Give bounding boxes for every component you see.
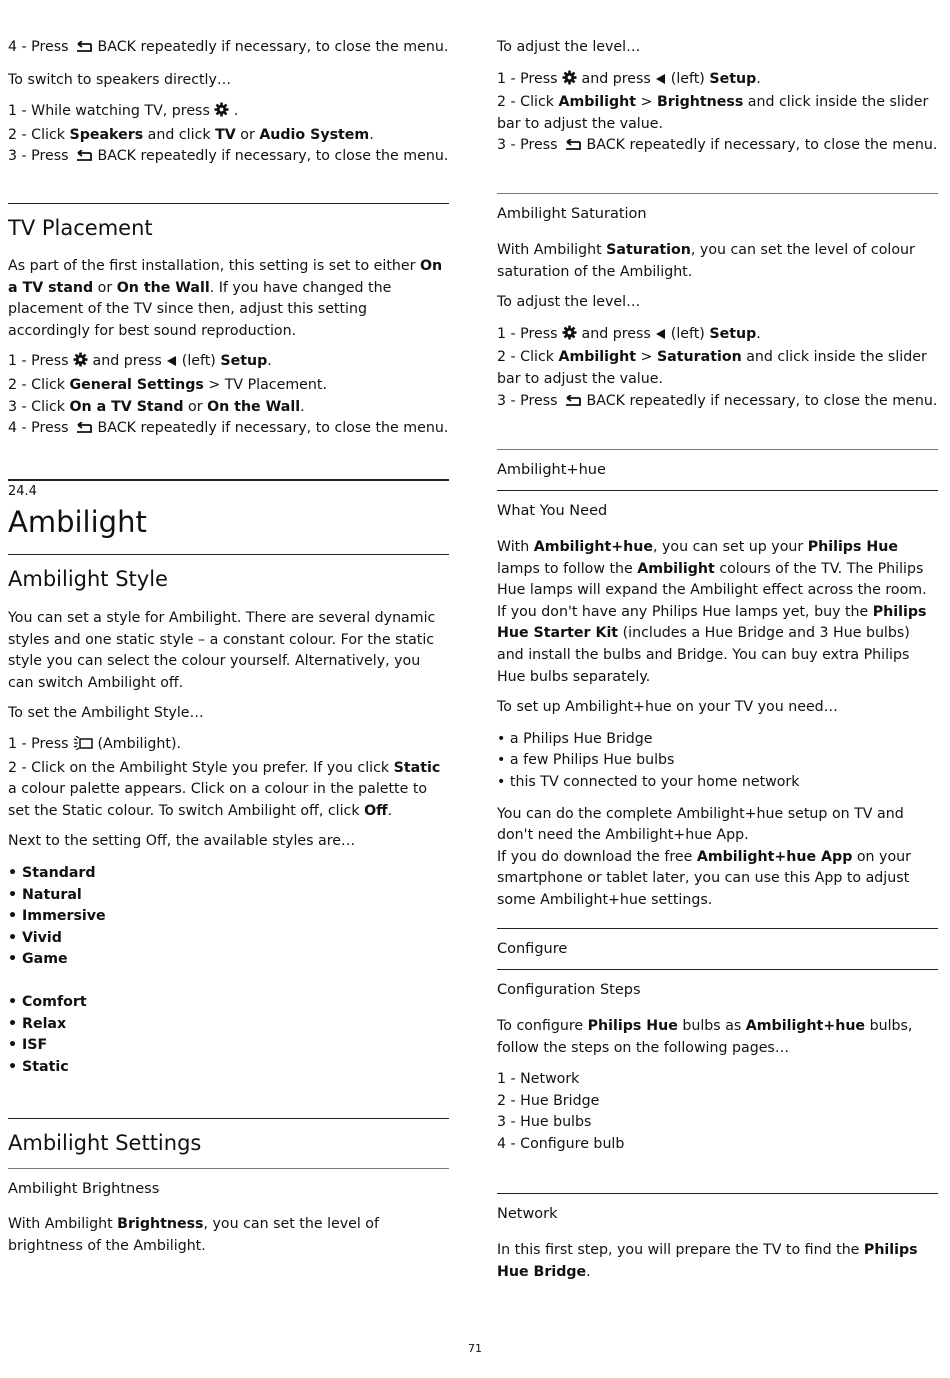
switch-speakers-text: To switch to speakers directly… [8,71,232,88]
paragraph: If you do download the free Ambilight+hue App on your smartphone or tablet later, you can use this App to adjust some Ambilight+hue settings. [497,848,911,908]
subsection-title: Ambilight Brightness [8,1181,160,1197]
list-item: • a Philips Hue Bridge [497,729,938,751]
set-style-text: To set the Ambilight Style… [8,705,204,722]
list-item: • a few Philips Hue bulbs [497,750,938,772]
list-item: • Game [8,949,449,971]
subsection-title: Network [497,1206,558,1222]
step-2: 2 - Click Ambilight > Brightness and click inside the slider bar to adjust the value. [497,94,929,132]
configuration-steps-block [497,980,938,1156]
steps-list [497,1069,938,1155]
network-subsection [497,1204,938,1283]
ambilight-icon [73,736,93,758]
list-item: 4 - Configure bulb [497,1135,625,1152]
brightness-steps [497,37,938,159]
section-divider [8,1118,449,1119]
requirements-list [497,729,938,794]
chapter-divider [8,479,449,481]
step-1: 1 - Press (Ambilight). [8,734,449,758]
adjust-level-text: To adjust the level… [497,294,641,311]
page-number: 71 [468,1342,482,1355]
list-item: • Natural [8,885,449,907]
step-close-menu: 4 - Press BACK repeatedly if necessary, to close the menu. [8,37,449,61]
paragraph: With Ambilight Saturation, you can set the level of colour saturation of the Ambilight. [497,242,915,280]
gear-icon [214,102,229,125]
gear-icon [73,352,88,375]
tv-placement-section [8,215,449,442]
step-1: 1 - While watching TV, press . [8,101,449,125]
step-3: 3 - Press BACK repeatedly if necessary, to close the menu. [8,146,449,170]
section-divider [8,203,449,204]
intro-block [8,37,449,170]
adjust-level-text: To adjust the level… [497,39,641,55]
back-arrow-icon [73,148,93,170]
step-1: 1 - Press and press (left) Setup. [497,324,938,348]
step-2: 2 - Click Ambilight > Saturation and click inside the slider bar to adjust the value. [497,349,927,387]
step-1: 1 - Press and press (left) Setup. [8,351,449,375]
gear-icon [562,325,577,348]
step-4: 4 - Press BACK repeatedly if necessary, to close the menu. [8,418,449,442]
list-item: • ISF [8,1035,449,1057]
step-3: 3 - Press BACK repeatedly if necessary, to close the menu. [497,135,938,159]
back-arrow-icon [562,137,582,159]
subsection-title: Configuration Steps [497,982,641,998]
subsection-divider [497,969,938,970]
what-you-need-block [497,501,938,912]
subsection-title: Configure [497,941,568,957]
list-item: • Immersive [8,906,449,928]
chapter-title: Ambilight [8,505,147,539]
list-item: • this TV connected to your home network [497,772,938,794]
ambilight-style-section [8,566,449,1078]
list-item: • Relax [8,1014,449,1036]
paragraph: In this first step, you will prepare the TV to find the Philips Hue Bridge. [497,1242,918,1280]
styles-intro: Next to the setting Off, the available styles are… [8,833,356,850]
brightness-subsection [8,1179,449,1257]
paragraph: You can do the complete Ambilight+hue setup on TV and don't need the Ambilight+hue App. [497,805,904,844]
saturation-subsection [497,204,938,414]
back-arrow-icon [562,393,582,415]
back-arrow-icon [73,39,93,61]
subsection-divider [497,928,938,929]
list-item: 3 - Hue bulbs [497,1114,592,1131]
subsection-divider [497,490,938,491]
list-item: • Vivid [8,928,449,950]
paragraph: As part of the first installation, this setting is set to either On a TV stand or On the Wall. If you have changed the placement of the TV since then, adjust this setting accordingly for best sound reproduction. [8,258,443,339]
paragraph: To configure Philips Hue bulbs as Ambilight+hue bulbs, follow the steps on the following pages… [497,1018,913,1056]
list-item: 2 - Hue Bridge [497,1092,600,1109]
left-triangle-icon [655,326,666,348]
ambilight-settings-section [8,1130,449,1156]
list-item: • Comfort [8,992,449,1014]
hue-subsection [497,460,938,480]
section-divider [8,554,449,555]
step-2: 2 - Click Speakers and click TV or Audio System. [8,126,374,143]
chapter-number: 24.4 [8,484,37,499]
subsection-divider [8,1168,449,1169]
step-2: 2 - Click on the Ambilight Style you prefer. If you click Static a colour palette appears. Click on a colour in the palette to set the Static colour. To switch Ambilight off, click Off. [8,759,441,819]
step-3: 3 - Press BACK repeatedly if necessary, to close the menu. [497,391,938,415]
gear-icon [562,70,577,93]
subsection-divider [497,193,938,194]
list-item: 1 - Network [497,1071,580,1088]
section-title: Ambilight Style [8,567,168,591]
styles-list [8,863,449,971]
back-arrow-icon [73,420,93,442]
section-title: Ambilight Settings [8,1131,202,1155]
configure-subsection [497,939,938,959]
subsection-divider [497,449,938,450]
step-2: 2 - Click General Settings > TV Placement. [8,376,327,393]
step-1: 1 - Press and press (left) Setup. [497,69,938,93]
section-title: TV Placement [8,216,153,240]
list-item: • Standard [8,863,449,885]
subsection-divider [497,1193,938,1194]
left-triangle-icon [166,353,177,375]
setup-intro: To set up Ambilight+hue on your TV you need… [497,699,838,716]
paragraph: You can set a style for Ambilight. There are several dynamic styles and one static style – a constant colour. For the static style you can select the colour yourself. Alternatively, you can switch Ambilight off. [8,610,436,691]
paragraph: With Ambilight Brightness, you can set the level of brightness of the Ambilight. [8,1216,379,1254]
subsection-title: Ambilight+hue [497,462,606,478]
ambilight-chapter [8,483,449,539]
list-item: • Static [8,1057,449,1079]
paragraph: With Ambilight+hue, you can set up your Philips Hue lamps to follow the Ambilight colours of the TV. The Philips Hue lamps will expand the Ambilight effect across the room. If you don't have any Philips Hue lamps yet, buy the Philips Hue Starter Kit (includes a Hue Bridge and 3 Hue bulbs) and install the bulbs and Bridge. You can buy extra Philips Hue bulbs separately. [497,539,927,685]
styles-list [8,992,449,1078]
subsection-title: Ambilight Saturation [497,206,647,222]
subsection-title: What You Need [497,503,608,519]
left-triangle-icon [655,71,666,93]
step-3: 3 - Click On a TV Stand or On the Wall. [8,398,305,415]
